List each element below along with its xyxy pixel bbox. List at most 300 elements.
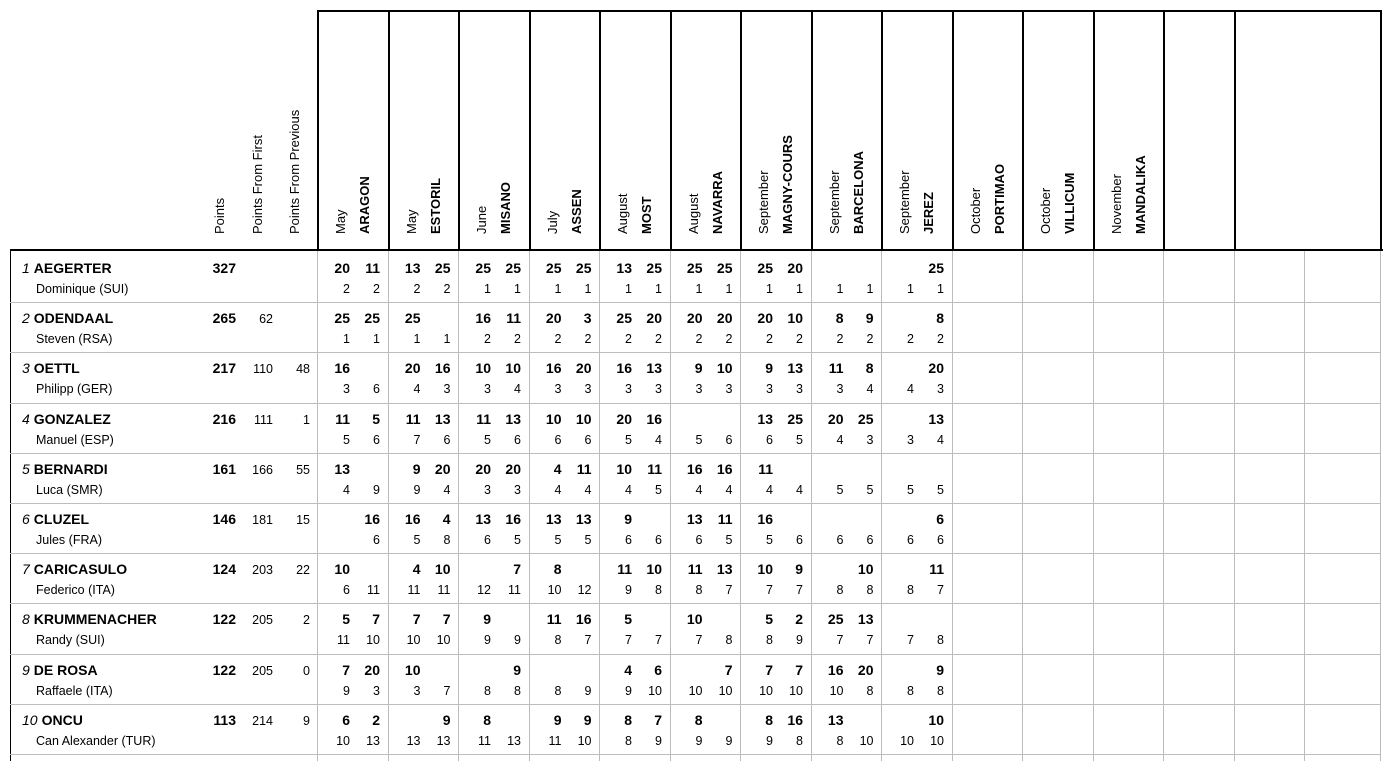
race-1-points: 13 [545,511,562,527]
race-2-position: 6 [796,533,803,547]
race-1-points: 8 [694,711,703,728]
race-2-points: 16 [434,360,451,377]
race-2-position: 8 [937,633,944,648]
round-month-label: September [756,170,771,234]
race-1-points: 7 [765,661,773,678]
race-2-points: 20 [857,661,874,678]
race-2-position: 7 [937,583,944,598]
race-2-points: 7 [654,711,662,728]
table-row [0,505,1387,555]
race-1-points: 25 [686,260,703,276]
table-row [0,455,1387,505]
round-name-label: MAGNY-COURS [780,135,795,234]
race-1-points: 16 [827,661,844,678]
rider-nationality: (SUI) [99,282,129,296]
points-from-first: 110 [253,362,273,377]
round-column-divider [881,10,883,250]
race-1-position: 1 [836,282,844,296]
race-2-points: 16 [575,611,592,628]
race-1-points: 9 [483,611,491,628]
rider-firstname-line [36,433,114,447]
rider-position: 10 [22,711,38,728]
rider-points: 327 [212,260,236,276]
race-1-position: 2 [343,282,350,296]
race-1-points: 8 [553,561,562,578]
table-row [0,555,1387,605]
rider-position: 2 [22,310,30,327]
rider-firstname-line [36,533,102,547]
race-1-position: 2 [695,332,703,347]
race-2-position: 8 [866,583,874,598]
race-1-points: 20 [616,410,632,427]
race-2-position: 10 [718,683,733,698]
body-column-divider [811,251,812,761]
race-1-position: 9 [484,633,491,648]
race-1-points: 10 [545,410,562,427]
rider-surname-line [22,712,83,728]
race-2-points: 10 [787,310,803,327]
body-column-divider [1093,251,1094,761]
round-name-label: MANDALIKA [1132,155,1148,234]
race-1-position: 8 [695,583,703,598]
round-column-divider [811,10,813,250]
race-1-position: 8 [836,733,844,748]
race-1-position: 6 [484,533,491,547]
race-1-position: 8 [484,683,491,698]
body-column-divider [1234,251,1235,761]
race-2-position: 5 [584,533,592,547]
race-2-position: 6 [373,533,380,547]
round-column-divider [388,10,390,250]
race-1-points: 13 [334,460,350,477]
race-2-position: 8 [937,683,944,698]
race-2-points: 25 [646,260,662,276]
race-2-position: 7 [584,633,592,648]
race-1-points: 20 [404,360,421,377]
rider-nationality: (TUR) [121,733,156,748]
race-2-points: 25 [928,260,944,276]
points-from-first: 181 [252,513,273,527]
body-left-rule [10,251,11,761]
race-1-position: 5 [836,482,844,497]
race-1-position: 2 [484,332,491,347]
race-1-position: 1 [484,282,491,296]
round-month-label: September [826,170,842,234]
rider-surname-line [22,511,89,527]
race-1-position: 4 [836,432,844,447]
rider-points: 217 [212,360,236,377]
points-from-previous: 48 [296,362,310,377]
rider-surname: OETTL [33,360,80,377]
race-2-position: 3 [866,432,874,447]
race-1-position: 12 [477,583,491,598]
race-1-points: 13 [404,260,421,276]
race-1-position: 3 [766,382,773,397]
round-month-label: June [474,205,489,234]
race-1-points: 13 [686,511,703,527]
race-2-points: 20 [505,460,521,477]
race-2-position: 13 [436,733,451,748]
rider-points: 124 [212,561,236,578]
race-2-position: 3 [937,382,944,397]
rider-nationality: (FRA) [68,533,102,547]
race-2-position: 9 [373,482,380,497]
rider-firstname-line [36,382,112,396]
table-row [0,354,1387,404]
race-1-points: 20 [757,310,773,327]
round-name-label: ASSEN [568,189,584,234]
race-1-points: 13 [827,711,844,728]
rider-firstname: Randy [36,633,73,648]
body-column-divider [740,251,741,761]
row-divider [10,603,1381,604]
race-2-position: 1 [937,282,944,296]
race-1-points: 13 [757,410,773,427]
rider-surname: ONCU [41,711,83,728]
race-2-points: 9 [442,711,451,728]
race-1-points: 4 [412,561,421,578]
race-2-position: 4 [796,482,803,497]
race-2-position: 1 [373,332,380,347]
header-top-rule [317,10,1381,12]
race-1-position: 5 [766,533,773,547]
race-2-points: 5 [372,410,380,427]
race-1-position: 8 [836,583,844,598]
table-row [0,405,1387,455]
race-2-points: 25 [716,260,733,276]
race-1-position: 3 [343,382,350,397]
race-1-position: 3 [836,382,844,397]
race-2-position: 6 [584,432,592,447]
race-1-points: 7 [412,611,421,628]
race-2-points: 16 [505,511,521,527]
race-1-points: 8 [483,711,491,728]
race-1-position: 10 [547,583,562,598]
race-2-position: 6 [443,432,451,447]
race-1-position: 8 [554,633,562,648]
rider-position: 3 [22,360,30,377]
race-2-position: 10 [648,683,662,698]
points-from-first: 214 [252,713,273,728]
race-1-position: 8 [907,683,914,698]
race-2-position: 9 [584,683,592,698]
body-column-divider [1163,251,1164,761]
round-column-divider [670,10,672,250]
race-2-position: 10 [930,733,944,748]
race-2-points: 13 [787,360,803,377]
race-2-points: 10 [928,711,944,728]
race-2-points: 13 [716,561,733,578]
points-from-previous: 15 [296,513,310,527]
race-1-points: 20 [334,260,350,276]
rider-surname-line [22,561,127,577]
round-name-label: NAVARRA [709,170,725,234]
race-1-points: 10 [404,661,421,678]
race-2-points: 2 [795,611,803,628]
race-2-position: 3 [796,382,803,397]
race-1-position: 4 [766,482,773,497]
row-divider [10,453,1381,454]
race-2-points: 11 [506,310,521,327]
round-column-divider [1163,10,1165,250]
race-2-position: 4 [937,432,944,447]
rider-position: 6 [22,511,30,527]
race-2-points: 9 [936,661,944,678]
row-divider [10,654,1381,655]
row-divider [10,503,1381,504]
race-2-position: 2 [796,332,803,347]
race-2-position: 8 [866,683,874,698]
rider-firstname: Federico [36,583,85,598]
race-2-position: 8 [514,683,521,698]
race-1-position: 1 [413,332,421,347]
race-2-points: 6 [936,511,944,527]
race-1-position: 9 [766,733,773,748]
race-2-points: 9 [583,711,592,728]
rider-nationality: (ITA) [88,583,115,598]
rider-firstname: Raffaele [36,683,83,698]
race-1-points: 25 [404,310,421,327]
race-1-position: 10 [759,683,773,698]
race-2-position: 5 [866,482,874,497]
race-2-points: 25 [787,410,803,427]
race-2-position: 6 [655,533,662,547]
rider-surname-line [22,310,113,326]
race-2-points: 10 [716,360,733,377]
race-2-position: 1 [584,282,592,296]
body-column-divider [317,251,318,761]
race-1-points: 16 [757,511,773,527]
race-1-points: 20 [475,460,491,477]
rider-firstname: Luca [36,482,64,497]
race-2-position: 2 [866,332,874,347]
race-1-position: 6 [695,533,703,547]
race-1-position: 3 [695,382,703,397]
race-1-points: 10 [334,561,350,578]
table-row [0,656,1387,706]
race-2-position: 10 [789,683,803,698]
race-1-position: 1 [554,282,562,296]
race-2-points: 20 [646,310,662,327]
race-2-position: 9 [796,633,803,648]
race-1-position: 8 [907,583,914,598]
race-1-position: 13 [406,733,421,748]
race-2-position: 8 [796,733,803,748]
race-2-position: 10 [859,733,874,748]
race-1-points: 9 [624,511,632,527]
race-1-points: 11 [335,410,350,427]
round-column-divider [1234,10,1236,250]
rider-nationality: (ITA) [85,683,113,698]
race-1-position: 2 [766,332,773,347]
race-2-points: 13 [575,511,592,527]
race-1-position: 8 [625,733,632,748]
race-2-position: 2 [584,332,592,347]
race-1-position: 1 [625,282,632,296]
race-2-points: 9 [795,561,803,578]
race-1-position: 2 [907,332,914,347]
race-2-position: 9 [514,633,521,648]
race-1-position: 9 [625,683,632,698]
race-2-points: 11 [365,260,380,276]
rider-points: 265 [212,310,236,327]
race-2-points: 16 [646,410,662,427]
race-1-position: 1 [343,332,350,347]
round-name-label: MISANO [498,182,513,234]
race-2-position: 1 [866,282,874,296]
race-2-position: 7 [796,583,803,598]
race-1-position: 5 [625,432,632,447]
round-month-label: October [967,187,983,234]
race-2-points: 13 [857,611,874,628]
from-first-header: Points From First [250,135,265,234]
race-1-position: 9 [413,482,421,497]
race-1-points: 16 [686,460,703,477]
race-1-position: 11 [337,633,350,648]
race-1-position: 6 [766,432,773,447]
race-1-position: 7 [695,633,703,648]
race-2-position: 12 [577,583,592,598]
race-2-position: 2 [514,332,521,347]
race-1-points: 11 [758,460,773,477]
body-column-divider [952,251,953,761]
race-2-position: 4 [866,382,874,397]
body-column-divider [1022,251,1023,761]
rider-firstname-line [36,483,103,497]
body-column-divider [599,251,600,761]
points-from-previous: 22 [296,563,310,578]
body-right-rule [1380,251,1381,761]
points-from-first: 205 [252,613,273,628]
rider-position: 1 [22,260,30,276]
race-1-position: 7 [836,633,844,648]
rider-firstname: Manuel [36,432,77,447]
row-divider [10,302,1381,303]
race-2-points: 4 [442,511,451,527]
race-2-position: 3 [373,683,380,698]
race-2-position: 8 [655,583,662,598]
row-divider [10,403,1381,404]
row-divider [10,704,1381,705]
race-2-points: 10 [857,561,874,578]
rider-surname-line [22,360,80,376]
race-1-points: 25 [827,611,844,628]
race-2-points: 20 [364,661,380,678]
race-1-points: 25 [616,310,632,327]
race-2-points: 13 [434,410,451,427]
race-2-position: 11 [437,583,451,598]
race-1-points: 5 [624,611,632,628]
race-2-points: 11 [929,561,944,578]
race-2-position: 10 [366,633,380,648]
race-2-points: 10 [505,360,521,377]
race-2-position: 6 [937,533,944,547]
points-from-previous: 9 [303,713,310,728]
race-2-position: 10 [436,633,451,648]
race-1-position: 8 [554,683,562,698]
race-2-position: 9 [655,733,662,748]
points-from-previous: 55 [296,462,310,477]
race-1-points: 9 [765,360,773,377]
race-2-points: 2 [372,711,380,728]
race-1-points: 10 [616,460,632,477]
rider-firstname: Steven [36,332,75,347]
race-1-position: 11 [548,733,562,748]
race-1-points: 13 [475,511,491,527]
race-1-position: 10 [688,683,703,698]
race-2-position: 7 [725,583,733,598]
points-from-first: 166 [252,462,273,477]
round-month-label: May [403,209,419,234]
race-1-position: 7 [413,432,421,447]
rider-surname: KRUMMENACHER [33,611,157,628]
round-name-label: VILLICUM [1062,172,1077,234]
race-2-position: 5 [725,533,733,547]
race-1-points: 25 [757,260,773,276]
race-2-points: 10 [646,561,662,578]
race-2-position: 5 [655,482,662,497]
round-name-label: ESTORIL [427,177,443,234]
rider-points: 216 [212,410,236,427]
race-1-points: 5 [765,611,773,628]
rider-position: 5 [22,460,30,477]
rider-firstname-line [36,734,156,748]
race-2-points: 8 [936,310,944,327]
race-1-position: 10 [336,733,350,748]
race-2-points: 10 [575,410,592,427]
race-1-position: 11 [407,583,421,598]
race-1-position: 2 [554,332,562,347]
race-2-position: 5 [514,533,521,547]
race-2-points: 20 [716,310,733,327]
race-2-points: 11 [647,460,662,477]
rider-firstname-line [36,684,113,698]
from-previous-header: Points From Previous [287,109,302,234]
rider-position: 9 [22,661,30,678]
rider-surname: ODENDAAL [33,310,114,327]
race-1-position: 3 [554,382,562,397]
header-right-rule [1380,10,1382,250]
rider-points: 122 [212,611,236,628]
race-2-points: 25 [364,310,380,327]
rider-surname: CARICASULO [33,561,128,578]
race-2-position: 2 [443,282,451,296]
race-1-points: 20 [827,410,844,427]
race-2-position: 2 [937,332,944,347]
race-2-position: 4 [655,432,662,447]
race-1-position: 9 [695,733,703,748]
rider-position: 8 [22,611,30,628]
race-2-position: 2 [373,282,380,296]
race-2-position: 8 [725,633,733,648]
race-1-position: 10 [406,633,421,648]
race-2-position: 13 [366,733,380,748]
race-2-points: 10 [434,561,451,578]
race-1-position: 9 [343,683,350,698]
rider-nationality: (SMR) [66,482,103,497]
race-2-position: 11 [508,583,521,598]
rider-points: 122 [212,661,236,678]
race-1-points: 9 [553,711,562,728]
race-2-points: 16 [716,460,733,477]
race-2-points: 20 [434,460,451,477]
table-row [0,254,1387,304]
race-2-points: 11 [576,460,592,477]
round-month-label: August [615,193,630,234]
race-1-position: 1 [907,282,914,296]
race-2-position: 3 [584,382,592,397]
race-2-position: 5 [937,482,944,497]
